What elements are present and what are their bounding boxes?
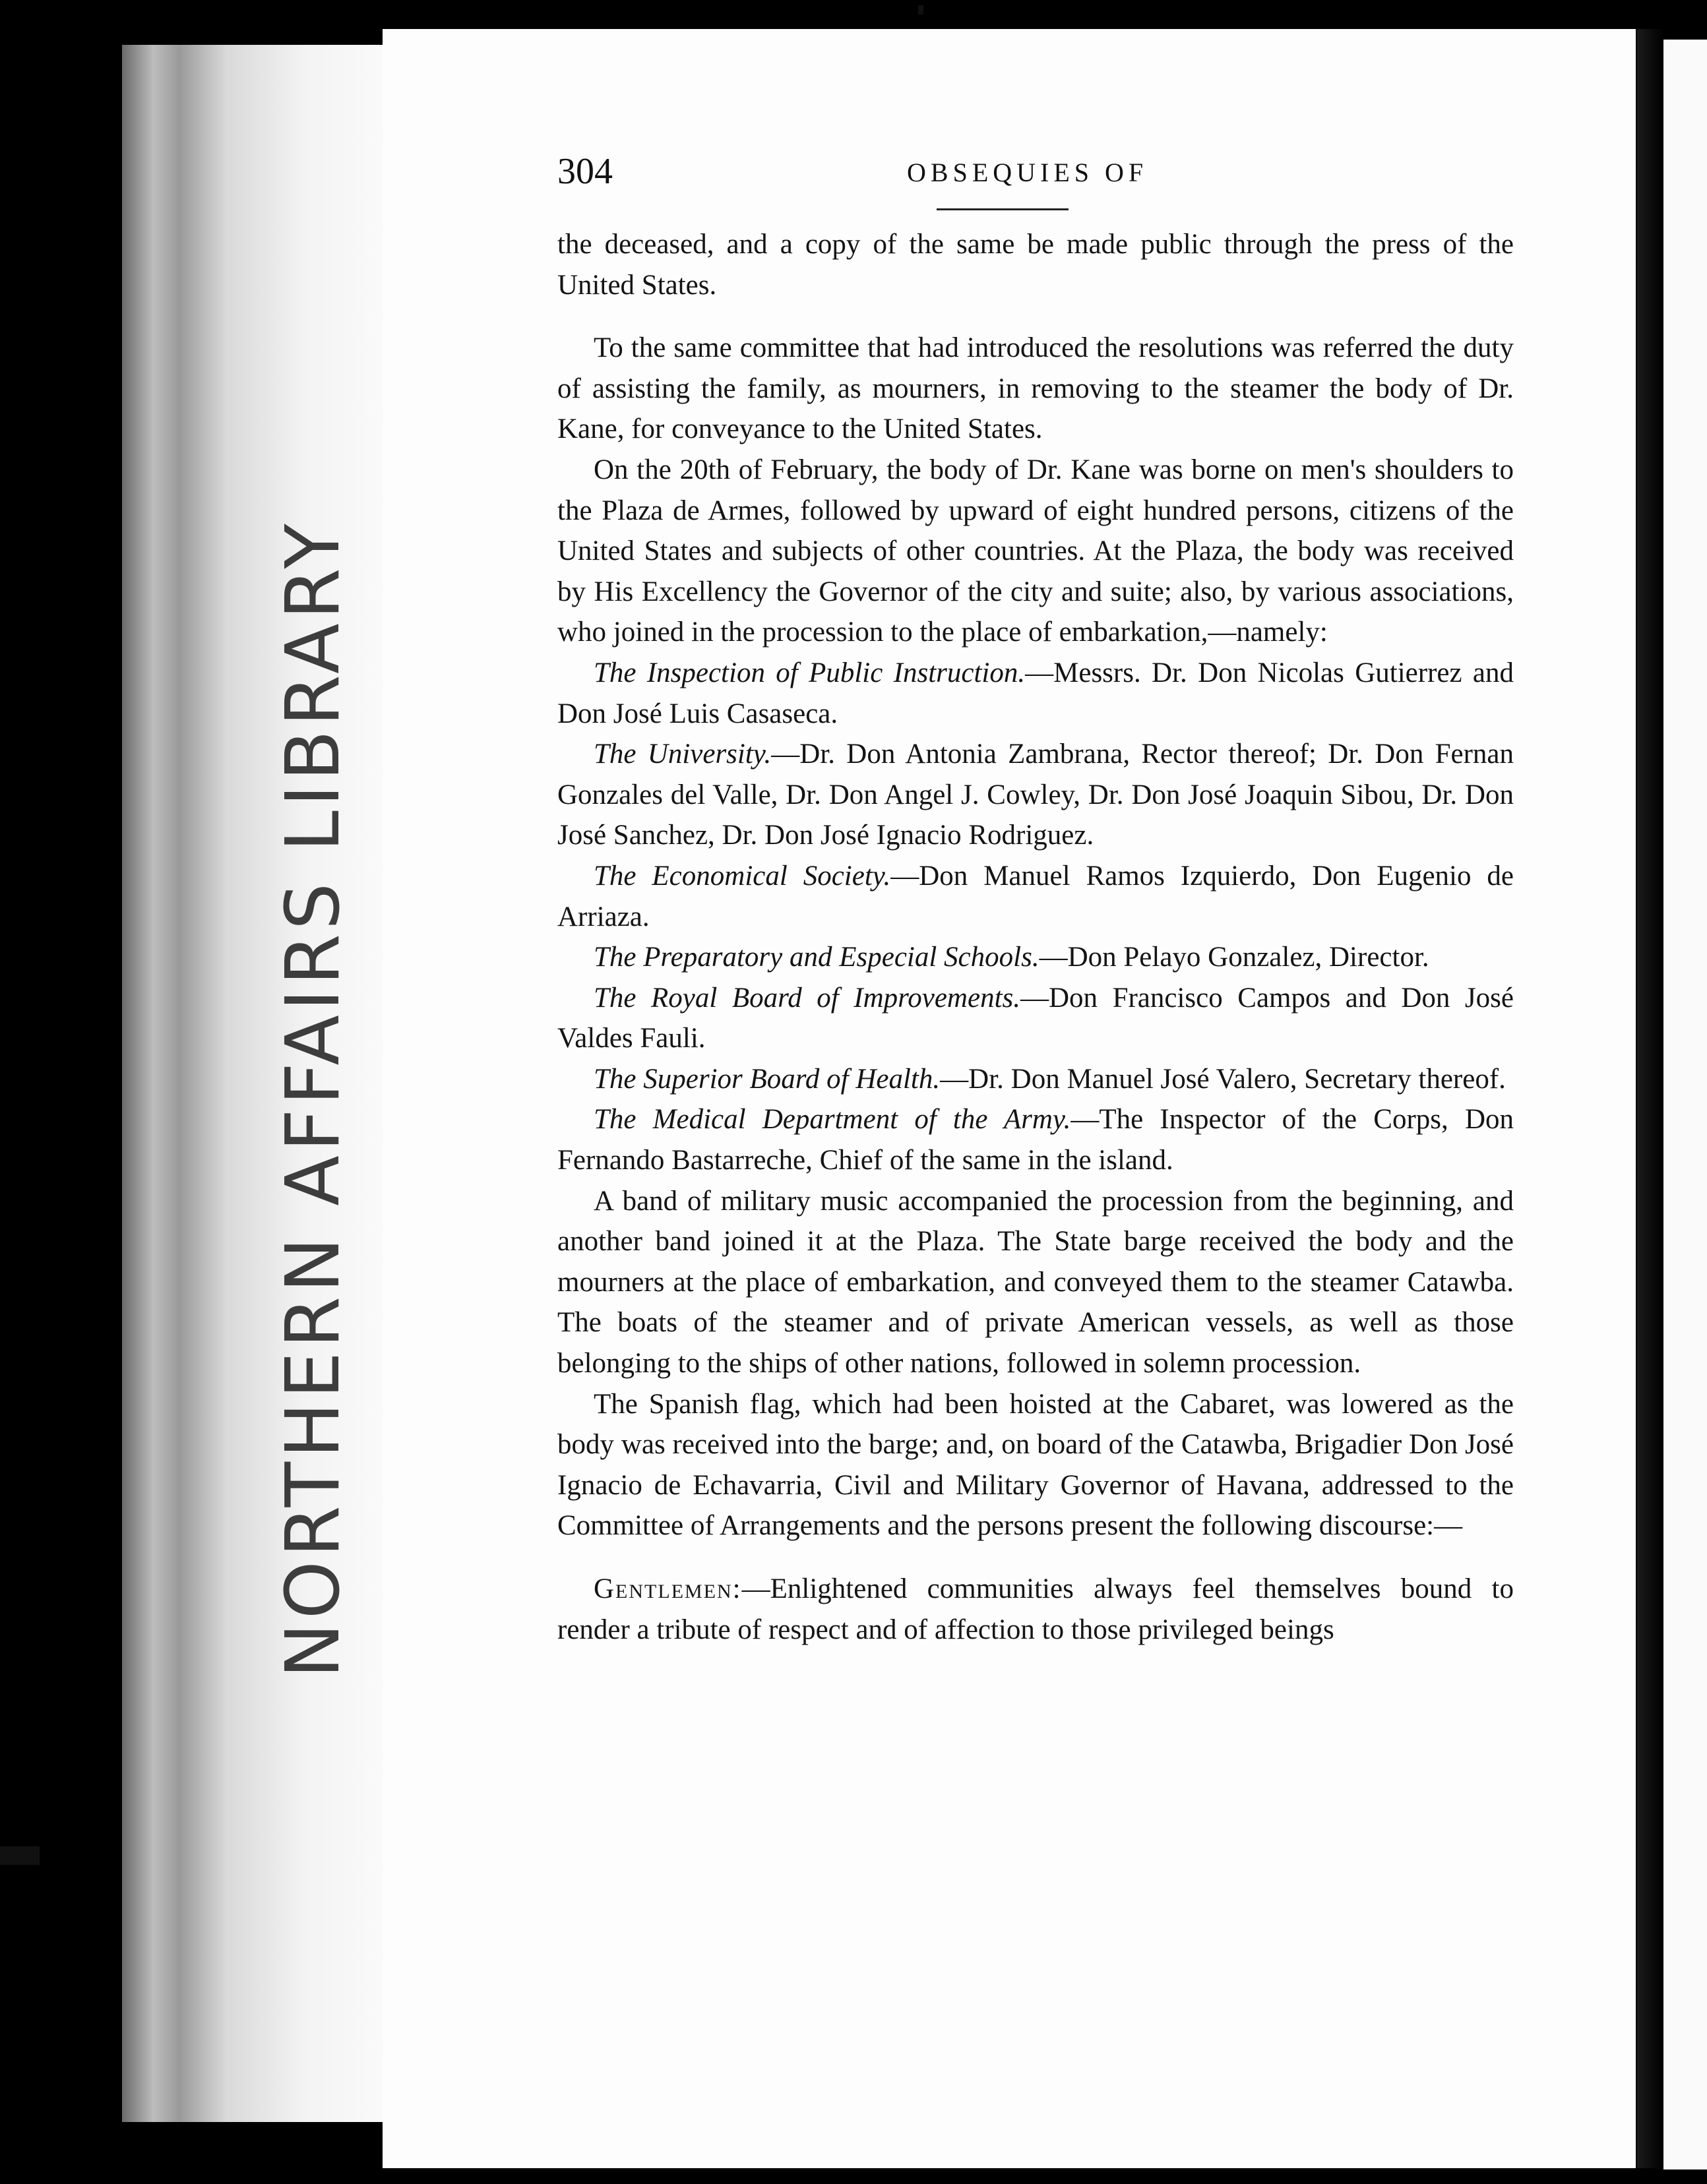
entry-text: —The Inspector of the Corps, Don Fernando Bastarreche, Chief of the same in the island.	[557, 1104, 1514, 1176]
entry-text: —Don Manuel Ramos Izquierdo, Don Eugenio de Arriaza.	[557, 860, 1514, 932]
scan-speck	[0, 1846, 40, 1865]
entry-text: —Don Francisco Campos and Don José Valdes Fauli.	[557, 982, 1514, 1054]
list-item	[557, 937, 1514, 978]
entry-text: —Dr. Don Manuel José Valero, Secretary thereof.	[940, 1063, 1506, 1095]
paragraph: On the 20th of February, the body of Dr. Kane was borne on men's shoulders to the Plaza de Armes, followed by upward of eight hundred persons, citizens of the United States and subjects of other countries. At the Plaza, the body was received by His Excellency the Governor of the city and suite; also, by various associations, who joined in the procession to the place of embarkation,—namely:	[557, 454, 1514, 648]
list-item	[557, 653, 1514, 734]
paragraph: the deceased, and a copy of the same be made public through the press of the United States.	[557, 229, 1514, 301]
paragraph: To the same committee that had introduced the resolutions was referred the duty of assisting the family, as mourners, in removing to the steamer the body of Dr. Kane, for conveyance to the United States.	[557, 332, 1514, 445]
page-number: 304	[557, 151, 613, 192]
entry-title: The Economical Society.	[594, 860, 891, 892]
main-text	[557, 224, 1514, 1650]
scan-speck	[918, 5, 923, 15]
list-item	[557, 734, 1514, 856]
facing-page-edge	[1663, 40, 1707, 2169]
entry-title: The Inspection of Public Instruction.	[594, 657, 1026, 688]
address-paragraph	[557, 1569, 1514, 1650]
entry-text: —Messrs. Dr. Don Nicolas Gutierrez and Don José Luis Casaseca.	[557, 657, 1514, 729]
entry-title: The University.	[594, 739, 772, 770]
entry-title: The Preparatory and Especial Schools.	[594, 942, 1040, 973]
library-stamp: NORTHERN AFFAIRS LIBRARY	[270, 520, 356, 1678]
address-text: —Enlightened communities always feel themselves bound to render a tribute of respect and of affection to those privileged beings	[557, 1573, 1514, 1645]
page-gutter-shadow	[1637, 29, 1663, 2168]
paragraph: A band of military music accompanied the procession from the beginning, and another band joined it at the Plaza. The State barge received the body and the mourners at the place of embarkation, and conveyed them to the steamer Catawba. The boats of the steamer and of private American vessels, as well as those belonging to the ships of other nations, followed in solemn procession.	[557, 1185, 1514, 1380]
entry-title: The Royal Board of Improvements.	[594, 982, 1020, 1014]
entry-text: —Dr. Don Antonia Zambrana, Rector thereof; Dr. Don Fernan Gonzales del Valle, Dr. Don Angel J. Cowley, Dr. Don José Joaquin Sibou, Dr. Don José Sanchez, Dr. Don José Ignacio Rodriguez.	[557, 739, 1514, 851]
entry-text: —Don Pelayo Gonzalez, Director.	[1039, 942, 1429, 973]
header-rule	[937, 208, 1069, 210]
entry-title: The Medical Department of the Army.	[594, 1104, 1071, 1136]
salutation: Gentlemen:	[594, 1573, 742, 1604]
paragraph: The Spanish flag, which had been hoisted at the Cabaret, was lowered as the body was received into the barge; and, on board of the Catawba, Brigadier Don José Ignacio de Echavarria, Civil and Military Governor of Havana, addressed to the Committee of Arrangements and the persons present the following discourse:—	[557, 1388, 1514, 1542]
list-item	[557, 1099, 1514, 1180]
list-item	[557, 1059, 1514, 1100]
list-item	[557, 978, 1514, 1059]
running-header	[557, 150, 1507, 197]
running-title: OBSEQUIES OF	[907, 158, 1148, 187]
list-item	[557, 856, 1514, 937]
entry-title: The Superior Board of Health.	[594, 1063, 941, 1095]
